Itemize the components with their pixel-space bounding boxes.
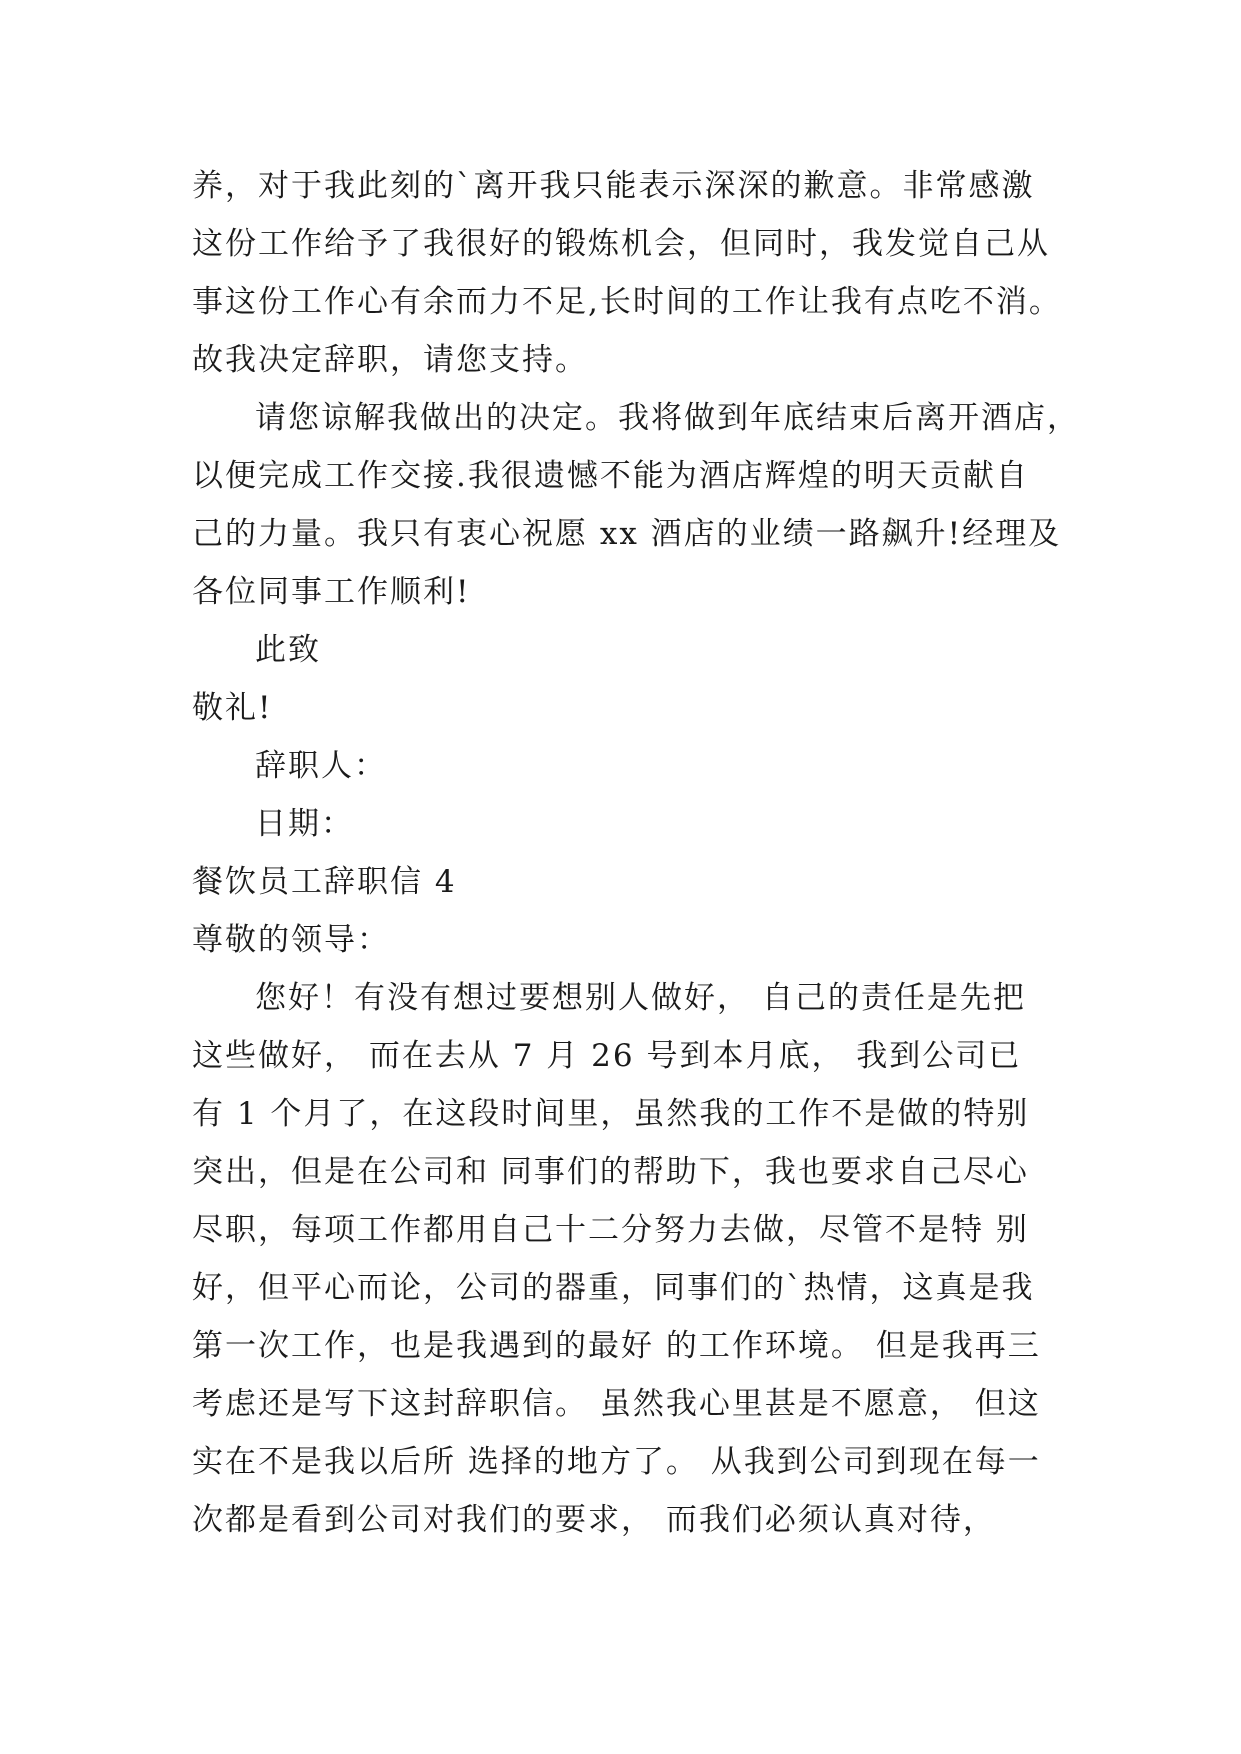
text-line: 故我决定辞职，请您支持。 [192, 342, 588, 378]
text-line: 这份工作给予了我很好的锻炼机会，但同时，我发觉自己从 [192, 226, 1050, 262]
text-line: 第一次工作，也是我遇到的最好 的工作环境。 但是我再三 [192, 1328, 1041, 1364]
date-label: 日期： [255, 806, 354, 842]
text-line: 考虑还是写下这封辞职信。 虽然我心里甚是不愿意， 但这 [192, 1386, 1041, 1422]
text-line: 以便完成工作交接.我很遗憾不能为酒店辉煌的明天贡献自 [192, 458, 1029, 494]
text-line: 好，但平心而论，公司的器重，同事们的`热情，这真是我 [192, 1270, 1035, 1306]
paragraph-first-line: 请您谅解我做出的决定。我将做到年底结束后离开酒店， [255, 400, 1080, 436]
text-line: 突出，但是在公司和 同事们的帮助下，我也要求自己尽心 [192, 1154, 1029, 1190]
text-line: 这些做好， 而在去从 7 月 26 号到本月底， 我到公司已 [192, 1038, 1022, 1074]
section-title: 餐饮员工辞职信 4 [192, 864, 457, 900]
text-line: 各位同事工作顺利! [192, 574, 471, 610]
text-line: 养，对于我此刻的`离开我只能表示深深的歉意。非常感激 [192, 168, 1035, 204]
salutation-closing: 敬礼! [192, 690, 273, 726]
paragraph-first-line: 您好！有没有想过要想别人做好， 自己的责任是先把 [255, 980, 1026, 1016]
text-line: 尽职，每项工作都用自己十二分努力去做，尽管不是特 别 [192, 1212, 1029, 1248]
signer-label: 辞职人： [255, 748, 387, 784]
greeting: 尊敬的领导： [192, 922, 390, 958]
text-line: 己的力量。我只有衷心祝愿 xx 酒店的业绩一路飙升!经理及 [192, 516, 1062, 552]
text-line: 次都是看到公司对我们的要求， 而我们必须认真对待， [192, 1502, 996, 1538]
closing-phrase: 此致 [255, 632, 321, 668]
text-line: 实在不是我以后所 选择的地方了。 从我到公司到现在每一 [192, 1444, 1041, 1480]
text-line: 事这份工作心有余而力不足,长时间的工作让我有点吃不消。 [192, 284, 1062, 320]
text-line: 有 1 个月了，在这段时间里，虽然我的工作不是做的特别 [192, 1096, 1030, 1132]
